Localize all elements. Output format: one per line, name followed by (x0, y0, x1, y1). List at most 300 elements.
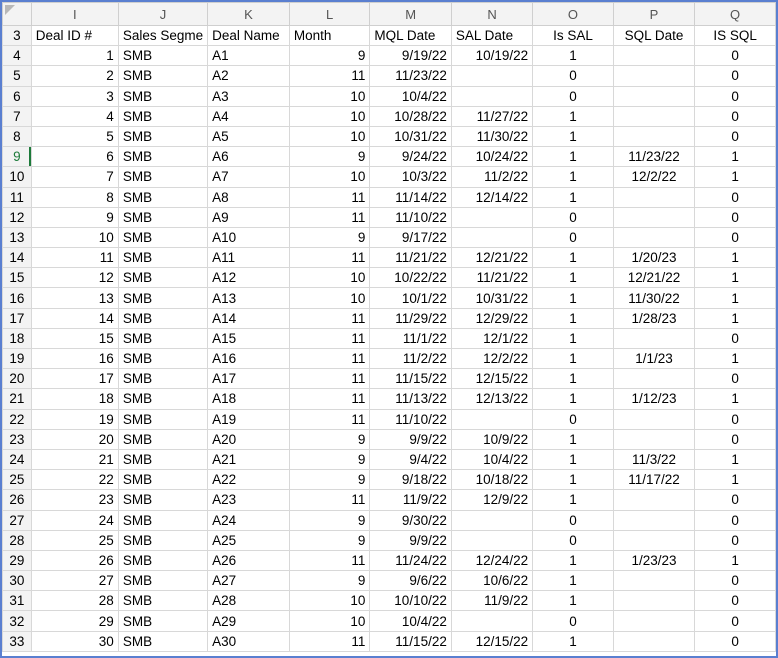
row-header[interactable]: 9 (3, 147, 32, 167)
cell[interactable]: A10 (208, 227, 290, 247)
row-header[interactable]: 22 (3, 409, 32, 429)
cell[interactable]: A17 (208, 369, 290, 389)
cell[interactable]: 11/23/22 (613, 147, 694, 167)
cell[interactable]: SMB (118, 288, 207, 308)
cell[interactable]: 0 (695, 86, 776, 106)
cell[interactable]: 10 (289, 611, 370, 631)
cell[interactable]: SMB (118, 126, 207, 146)
cell[interactable]: 9 (289, 449, 370, 469)
cell[interactable]: 9 (289, 470, 370, 490)
cell[interactable]: 0 (533, 66, 614, 86)
cell[interactable]: 11 (289, 550, 370, 570)
row-header[interactable]: 20 (3, 369, 32, 389)
cell[interactable]: 1/23/23 (613, 550, 694, 570)
cell[interactable] (613, 429, 694, 449)
cell[interactable]: 12/15/22 (451, 631, 532, 651)
cell[interactable]: 11 (289, 207, 370, 227)
field-header-cell[interactable]: Deal ID # (31, 26, 118, 46)
cell[interactable]: 10/1/22 (370, 288, 451, 308)
cell[interactable]: 10/6/22 (451, 571, 532, 591)
cell[interactable] (613, 369, 694, 389)
cell[interactable] (451, 409, 532, 429)
cell[interactable]: 8 (31, 187, 118, 207)
row-header[interactable]: 18 (3, 328, 32, 348)
cell[interactable]: 11/24/22 (370, 550, 451, 570)
cell[interactable] (613, 328, 694, 348)
cell[interactable]: 1 (533, 268, 614, 288)
cell[interactable]: A12 (208, 268, 290, 288)
cell[interactable]: 11/29/22 (370, 308, 451, 328)
cell[interactable] (451, 66, 532, 86)
cell[interactable] (613, 530, 694, 550)
cell[interactable]: 3 (31, 86, 118, 106)
cell[interactable]: 12/13/22 (451, 389, 532, 409)
cell[interactable]: SMB (118, 207, 207, 227)
cell[interactable]: 0 (533, 530, 614, 550)
cell[interactable]: 9/4/22 (370, 449, 451, 469)
column-header-p[interactable]: P (613, 3, 694, 26)
cell[interactable] (451, 510, 532, 530)
cell[interactable]: 11 (289, 409, 370, 429)
cell[interactable]: A6 (208, 147, 290, 167)
cell[interactable]: SMB (118, 591, 207, 611)
cell[interactable]: 11/9/22 (451, 591, 532, 611)
cell[interactable]: 29 (31, 611, 118, 631)
cell[interactable]: 1/1/23 (613, 349, 694, 369)
row-header[interactable]: 23 (3, 429, 32, 449)
row-header[interactable]: 28 (3, 530, 32, 550)
cell[interactable]: SMB (118, 409, 207, 429)
cell[interactable]: SMB (118, 248, 207, 268)
cell[interactable]: A29 (208, 611, 290, 631)
cell[interactable]: 11/10/22 (370, 409, 451, 429)
cell[interactable] (613, 571, 694, 591)
cell[interactable]: SMB (118, 227, 207, 247)
cell[interactable]: 10/18/22 (451, 470, 532, 490)
cell[interactable]: 11/21/22 (451, 268, 532, 288)
column-header-n[interactable]: N (451, 3, 532, 26)
cell[interactable]: 0 (695, 530, 776, 550)
cell[interactable]: 0 (533, 207, 614, 227)
cell[interactable]: 1 (695, 308, 776, 328)
cell[interactable]: 10 (289, 126, 370, 146)
cell[interactable]: 1 (695, 389, 776, 409)
cell[interactable]: SMB (118, 328, 207, 348)
cell[interactable]: 1 (695, 248, 776, 268)
cell[interactable]: A1 (208, 46, 290, 66)
cell[interactable]: 19 (31, 409, 118, 429)
cell[interactable]: A13 (208, 288, 290, 308)
cell[interactable]: 10 (289, 86, 370, 106)
cell[interactable]: 1 (695, 550, 776, 570)
cell[interactable]: 11/30/22 (613, 288, 694, 308)
cell[interactable]: 10/9/22 (451, 429, 532, 449)
row-header[interactable]: 12 (3, 207, 32, 227)
cell[interactable]: SMB (118, 631, 207, 651)
cell[interactable]: 11 (289, 66, 370, 86)
row-header[interactable]: 16 (3, 288, 32, 308)
cell[interactable]: 10/10/22 (370, 591, 451, 611)
cell[interactable]: 10/4/22 (451, 449, 532, 469)
cell[interactable]: 10 (289, 288, 370, 308)
cell[interactable]: 11 (289, 490, 370, 510)
cell[interactable]: 10/4/22 (370, 611, 451, 631)
cell[interactable]: 11/9/22 (370, 490, 451, 510)
cell[interactable]: 5 (31, 126, 118, 146)
cell[interactable]: 1 (533, 106, 614, 126)
cell[interactable]: 11 (289, 369, 370, 389)
cell[interactable]: 10 (31, 227, 118, 247)
cell[interactable]: 11 (31, 248, 118, 268)
cell[interactable]: 12/9/22 (451, 490, 532, 510)
cell[interactable]: 12/24/22 (451, 550, 532, 570)
cell[interactable]: 1 (533, 449, 614, 469)
cell[interactable]: 1 (695, 147, 776, 167)
cell[interactable]: 11/10/22 (370, 207, 451, 227)
cell[interactable]: 1 (533, 349, 614, 369)
cell[interactable]: 24 (31, 510, 118, 530)
cell[interactable]: 0 (695, 106, 776, 126)
cell[interactable] (451, 611, 532, 631)
cell[interactable]: SMB (118, 389, 207, 409)
row-header[interactable]: 3 (3, 26, 32, 46)
cell[interactable]: 1 (533, 46, 614, 66)
cell[interactable]: 11/3/22 (613, 449, 694, 469)
cell[interactable]: 13 (31, 288, 118, 308)
cell[interactable]: 9/9/22 (370, 429, 451, 449)
row-header[interactable]: 6 (3, 86, 32, 106)
row-header[interactable]: 7 (3, 106, 32, 126)
row-header[interactable]: 10 (3, 167, 32, 187)
cell[interactable]: 1 (533, 631, 614, 651)
cell[interactable]: SMB (118, 571, 207, 591)
cell[interactable]: 9/18/22 (370, 470, 451, 490)
row-header[interactable]: 30 (3, 571, 32, 591)
cell[interactable]: 10 (289, 106, 370, 126)
cell[interactable]: A11 (208, 248, 290, 268)
cell[interactable] (613, 490, 694, 510)
cell[interactable]: 10/28/22 (370, 106, 451, 126)
cell[interactable]: A15 (208, 328, 290, 348)
row-header[interactable]: 25 (3, 470, 32, 490)
cell[interactable]: SMB (118, 147, 207, 167)
cell[interactable]: SMB (118, 490, 207, 510)
cell[interactable] (613, 611, 694, 631)
cell[interactable]: 11 (289, 328, 370, 348)
field-header-cell[interactable]: IS SQL (695, 26, 776, 46)
cell[interactable]: 11/2/22 (451, 167, 532, 187)
cell[interactable]: A3 (208, 86, 290, 106)
cell[interactable]: 9/19/22 (370, 46, 451, 66)
row-header[interactable]: 26 (3, 490, 32, 510)
cell[interactable] (451, 530, 532, 550)
cell[interactable]: 9/17/22 (370, 227, 451, 247)
cell[interactable]: 1/28/23 (613, 308, 694, 328)
cell[interactable] (451, 227, 532, 247)
cell[interactable]: SMB (118, 187, 207, 207)
cell[interactable]: 10/22/22 (370, 268, 451, 288)
cell[interactable]: 9 (289, 530, 370, 550)
cell[interactable]: 11/14/22 (370, 187, 451, 207)
cell[interactable]: 10 (289, 268, 370, 288)
cell[interactable]: 25 (31, 530, 118, 550)
cell[interactable]: 12/21/22 (451, 248, 532, 268)
cell[interactable]: 9 (289, 46, 370, 66)
cell[interactable]: 1 (533, 167, 614, 187)
cell[interactable]: 1 (533, 571, 614, 591)
cell[interactable]: 0 (695, 631, 776, 651)
cell[interactable]: SMB (118, 308, 207, 328)
cell[interactable]: 12/1/22 (451, 328, 532, 348)
cell[interactable]: 0 (695, 207, 776, 227)
field-header-cell[interactable]: Sales Segme (118, 26, 207, 46)
cell[interactable]: 1 (533, 550, 614, 570)
cell[interactable] (613, 187, 694, 207)
cell[interactable]: 12/21/22 (613, 268, 694, 288)
cell[interactable]: 30 (31, 631, 118, 651)
row-header[interactable]: 17 (3, 308, 32, 328)
cell[interactable]: A21 (208, 449, 290, 469)
field-header-cell[interactable]: Deal Name (208, 26, 290, 46)
cell[interactable]: SMB (118, 66, 207, 86)
cell[interactable]: A25 (208, 530, 290, 550)
cell[interactable]: 12 (31, 268, 118, 288)
cell[interactable]: A9 (208, 207, 290, 227)
cell[interactable]: 2 (31, 66, 118, 86)
cell[interactable]: SMB (118, 349, 207, 369)
row-header[interactable]: 33 (3, 631, 32, 651)
row-header[interactable]: 31 (3, 591, 32, 611)
cell[interactable] (613, 106, 694, 126)
cell[interactable]: 10/19/22 (451, 46, 532, 66)
cell[interactable]: 11/2/22 (370, 349, 451, 369)
cell[interactable]: A2 (208, 66, 290, 86)
cell[interactable]: 10/4/22 (370, 86, 451, 106)
cell[interactable]: 21 (31, 449, 118, 469)
cell[interactable]: 15 (31, 328, 118, 348)
cell[interactable]: SMB (118, 106, 207, 126)
cell[interactable]: 1 (533, 490, 614, 510)
field-header-cell[interactable]: SQL Date (613, 26, 694, 46)
cell[interactable]: 1 (533, 248, 614, 268)
cell[interactable]: 10 (289, 167, 370, 187)
cell[interactable]: A26 (208, 550, 290, 570)
cell[interactable]: 11 (289, 349, 370, 369)
cell[interactable]: A7 (208, 167, 290, 187)
cell[interactable]: 0 (533, 86, 614, 106)
cell[interactable]: A28 (208, 591, 290, 611)
cell[interactable] (613, 409, 694, 429)
cell[interactable] (451, 86, 532, 106)
cell[interactable]: 0 (695, 187, 776, 207)
cell[interactable] (613, 86, 694, 106)
cell[interactable]: SMB (118, 268, 207, 288)
cell[interactable]: 1 (695, 470, 776, 490)
cell[interactable]: A8 (208, 187, 290, 207)
cell[interactable]: 1 (533, 591, 614, 611)
select-all-corner[interactable] (3, 3, 32, 26)
row-header[interactable]: 15 (3, 268, 32, 288)
cell[interactable]: SMB (118, 530, 207, 550)
cell[interactable]: A22 (208, 470, 290, 490)
cell[interactable] (451, 207, 532, 227)
cell[interactable]: 0 (533, 510, 614, 530)
cell[interactable]: 1 (31, 46, 118, 66)
column-header-q[interactable]: Q (695, 3, 776, 26)
row-header[interactable]: 21 (3, 389, 32, 409)
cell[interactable]: 14 (31, 308, 118, 328)
cell[interactable]: 11 (289, 187, 370, 207)
cell[interactable]: 22 (31, 470, 118, 490)
cell[interactable]: 1/12/23 (613, 389, 694, 409)
column-header-l[interactable]: L (289, 3, 370, 26)
cell[interactable]: SMB (118, 369, 207, 389)
cell[interactable]: 4 (31, 106, 118, 126)
cell[interactable]: 7 (31, 167, 118, 187)
cell[interactable]: 6 (31, 147, 118, 167)
cell[interactable]: 9 (289, 147, 370, 167)
row-header[interactable]: 4 (3, 46, 32, 66)
cell[interactable]: 10/31/22 (370, 126, 451, 146)
cell[interactable]: A27 (208, 571, 290, 591)
cell[interactable]: SMB (118, 550, 207, 570)
cell[interactable]: A19 (208, 409, 290, 429)
cell[interactable]: 0 (695, 571, 776, 591)
cell[interactable]: 10/24/22 (451, 147, 532, 167)
cell[interactable]: 0 (695, 328, 776, 348)
cell[interactable]: 11/1/22 (370, 328, 451, 348)
cell[interactable]: 12/2/22 (451, 349, 532, 369)
cell[interactable]: 1 (533, 328, 614, 348)
cell[interactable]: 1 (533, 369, 614, 389)
cell[interactable]: SMB (118, 167, 207, 187)
cell[interactable]: SMB (118, 611, 207, 631)
cell[interactable]: 11/15/22 (370, 631, 451, 651)
row-header[interactable]: 13 (3, 227, 32, 247)
cell[interactable]: 11/30/22 (451, 126, 532, 146)
cell[interactable]: 11/15/22 (370, 369, 451, 389)
cell[interactable]: 9 (31, 207, 118, 227)
cell[interactable]: 1 (695, 449, 776, 469)
cell[interactable]: SMB (118, 470, 207, 490)
field-header-cell[interactable]: Is SAL (533, 26, 614, 46)
cell[interactable]: A16 (208, 349, 290, 369)
column-header-o[interactable]: O (533, 3, 614, 26)
cell[interactable]: 10/31/22 (451, 288, 532, 308)
cell[interactable]: 1 (533, 389, 614, 409)
cell[interactable] (613, 66, 694, 86)
cell[interactable]: 0 (695, 510, 776, 530)
cell[interactable]: A4 (208, 106, 290, 126)
cell[interactable]: 1 (695, 167, 776, 187)
cell[interactable]: 0 (695, 591, 776, 611)
row-header[interactable]: 27 (3, 510, 32, 530)
cell[interactable]: 12/2/22 (613, 167, 694, 187)
cell[interactable] (613, 46, 694, 66)
cell[interactable]: A18 (208, 389, 290, 409)
cell[interactable] (613, 126, 694, 146)
cell[interactable]: A14 (208, 308, 290, 328)
cell[interactable]: SMB (118, 46, 207, 66)
row-header[interactable]: 5 (3, 66, 32, 86)
cell[interactable]: 9/30/22 (370, 510, 451, 530)
cell[interactable]: SMB (118, 449, 207, 469)
cell[interactable]: 11/17/22 (613, 470, 694, 490)
cell[interactable]: 11 (289, 631, 370, 651)
cell[interactable]: 18 (31, 389, 118, 409)
cell[interactable]: 0 (695, 409, 776, 429)
cell[interactable]: 10/3/22 (370, 167, 451, 187)
row-header[interactable]: 32 (3, 611, 32, 631)
cell[interactable]: A20 (208, 429, 290, 449)
cell[interactable]: 23 (31, 490, 118, 510)
cell[interactable]: A23 (208, 490, 290, 510)
cell[interactable]: 26 (31, 550, 118, 570)
row-header[interactable]: 11 (3, 187, 32, 207)
column-header-i[interactable]: I (31, 3, 118, 26)
cell[interactable] (613, 631, 694, 651)
cell[interactable]: 12/15/22 (451, 369, 532, 389)
cell[interactable]: 16 (31, 349, 118, 369)
cell[interactable] (613, 591, 694, 611)
row-header[interactable]: 14 (3, 248, 32, 268)
cell[interactable]: 20 (31, 429, 118, 449)
cell[interactable]: 11 (289, 308, 370, 328)
field-header-cell[interactable]: MQL Date (370, 26, 451, 46)
cell[interactable]: 9 (289, 429, 370, 449)
cell[interactable]: 11/13/22 (370, 389, 451, 409)
cell[interactable]: 9/24/22 (370, 147, 451, 167)
cell[interactable]: 1/20/23 (613, 248, 694, 268)
cell[interactable]: SMB (118, 429, 207, 449)
cell[interactable]: 0 (533, 611, 614, 631)
cell[interactable]: 27 (31, 571, 118, 591)
cell[interactable]: 12/14/22 (451, 187, 532, 207)
cell[interactable]: 0 (695, 227, 776, 247)
cell[interactable]: 0 (533, 227, 614, 247)
cell[interactable]: 1 (533, 288, 614, 308)
column-header-m[interactable]: M (370, 3, 451, 26)
cell[interactable]: 11 (289, 389, 370, 409)
cell[interactable]: SMB (118, 86, 207, 106)
cell[interactable]: 1 (533, 470, 614, 490)
cell[interactable]: 0 (533, 409, 614, 429)
cell[interactable]: 9 (289, 510, 370, 530)
cell[interactable]: 1 (695, 288, 776, 308)
field-header-cell[interactable]: Month (289, 26, 370, 46)
cell[interactable]: 11/21/22 (370, 248, 451, 268)
cell[interactable]: 1 (695, 268, 776, 288)
cell[interactable]: A5 (208, 126, 290, 146)
cell[interactable]: 0 (695, 66, 776, 86)
cell[interactable]: 1 (533, 429, 614, 449)
cell[interactable]: 12/29/22 (451, 308, 532, 328)
cell[interactable]: 11 (289, 248, 370, 268)
cell[interactable]: 9/9/22 (370, 530, 451, 550)
row-header[interactable]: 24 (3, 449, 32, 469)
cell[interactable]: 9 (289, 227, 370, 247)
cell[interactable]: 9 (289, 571, 370, 591)
cell[interactable]: 11/27/22 (451, 106, 532, 126)
cell[interactable]: A24 (208, 510, 290, 530)
cell[interactable]: A30 (208, 631, 290, 651)
cell[interactable]: 28 (31, 591, 118, 611)
cell[interactable]: 1 (533, 126, 614, 146)
column-header-j[interactable]: J (118, 3, 207, 26)
cell[interactable]: 0 (695, 429, 776, 449)
cell[interactable]: 17 (31, 369, 118, 389)
cell[interactable]: SMB (118, 510, 207, 530)
